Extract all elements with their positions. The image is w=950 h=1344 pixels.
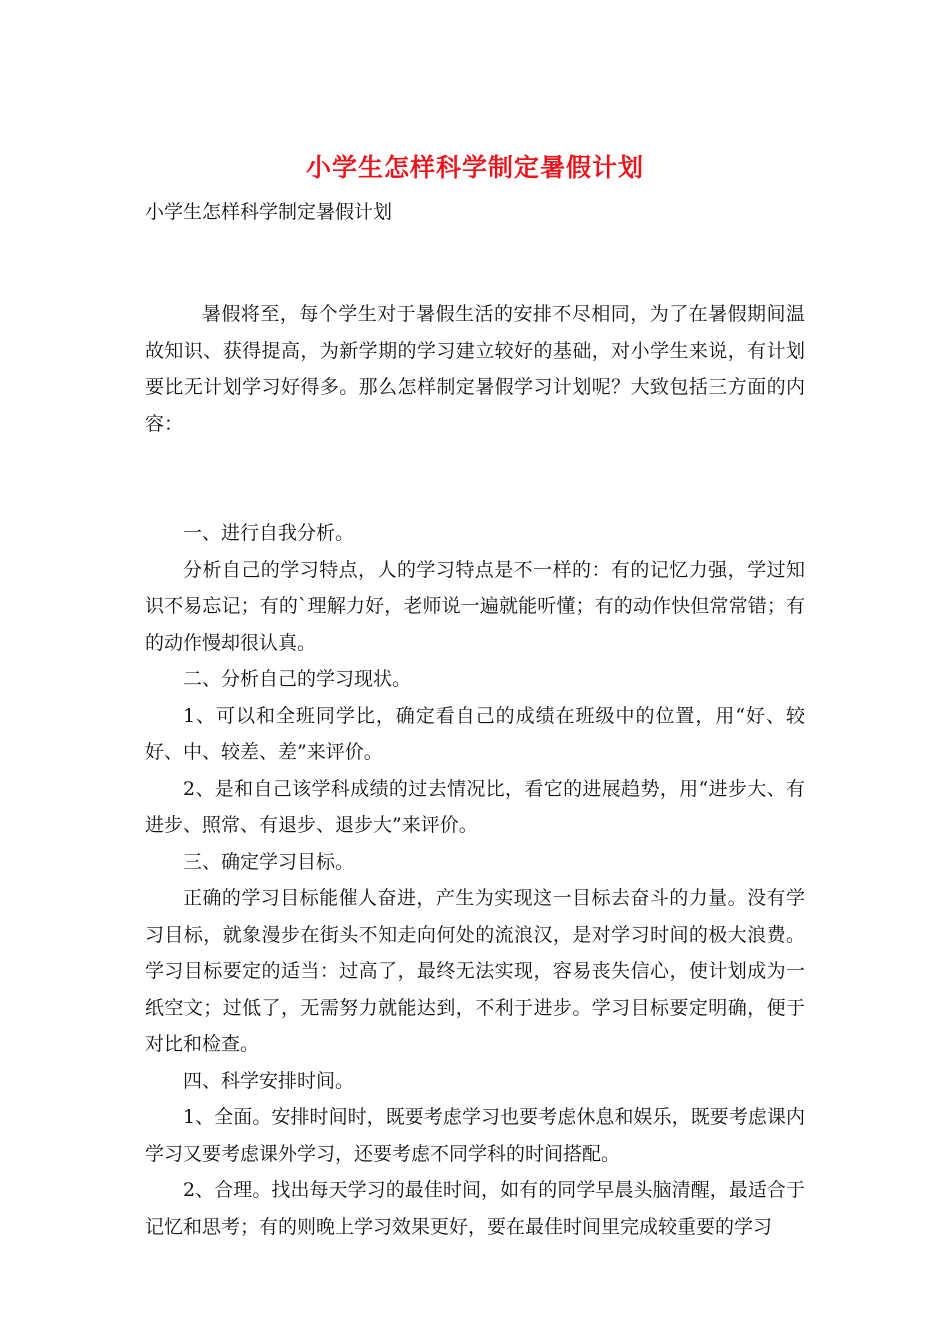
section-heading-goals: 三、确定学习目标。 bbox=[183, 850, 355, 873]
document-subtitle: 小学生怎样科学制定暑假计划 bbox=[145, 201, 393, 223]
section-heading-self-analysis: 一、进行自我分析。 bbox=[183, 522, 355, 544]
section-heading-current-status: 二、分析自己的学习现状。 bbox=[183, 668, 412, 690]
body-paragraph: 分析自己的学习特点，人的学习特点是不一样的：有的记忆力强，学过知识不易忘记；有的`理解力好，老师说一遍就能听懂；有的动作快但常常错；有的动作慢却很认真。 bbox=[145, 558, 805, 654]
intro-paragraph: 暑假将至，每个学生对于暑假生活的安排不尽相同，为了在暑假期间温故知识、获得提高，为新学期的学习建立较好的基础，对小学生来说，有计划要比无计划学习好得多。那么怎样制定暑假学习计划呢？大致包括三方面的内容： bbox=[145, 303, 805, 435]
list-item: 2、是和自己该学科成绩的过去情况比，看它的进展趋势，用“进步大、有进步、照常、有退步、退步大”来评价。 bbox=[145, 777, 805, 836]
list-item: 1、可以和全班同学比，确定看自己的成绩在班级中的位置，用“好、较好、中、较差、差”来评价。 bbox=[145, 704, 805, 763]
body-paragraph: 正确的学习目标能催人奋进，产生为实现这一目标去奋斗的力量。没有学习目标，就象漫步在街头不知走向何处的流浪汉，是对学习时间的极大浪费。学习目标要定的适当：过高了，最终无法实现，容易丧失信心，使计划成为一纸空文；过低了，无需努力就能达到，不利于进步。学习目标要定明确，便于对比和检查。 bbox=[145, 887, 805, 1055]
list-item: 1、全面。安排时间时，既要考虑学习也要考虑休息和娱乐，既要考虑课内学习又要考虑课外学习，还要考虑不同学科的时间搭配。 bbox=[145, 1106, 805, 1165]
paragraph-gap bbox=[145, 442, 805, 515]
section-heading-time: 四、科学安排时间。 bbox=[183, 1069, 355, 1092]
document-body bbox=[145, 296, 805, 1245]
list-item: 2、合理。找出每天学习的最佳时间，如有的同学早晨头脑清醒，最适合于记忆和思考；有的则晚上学习效果更好，要在最佳时间里完成较重要的学习 bbox=[145, 1179, 805, 1238]
document-title: 小学生怎样科学制定暑假计划 bbox=[305, 153, 644, 182]
